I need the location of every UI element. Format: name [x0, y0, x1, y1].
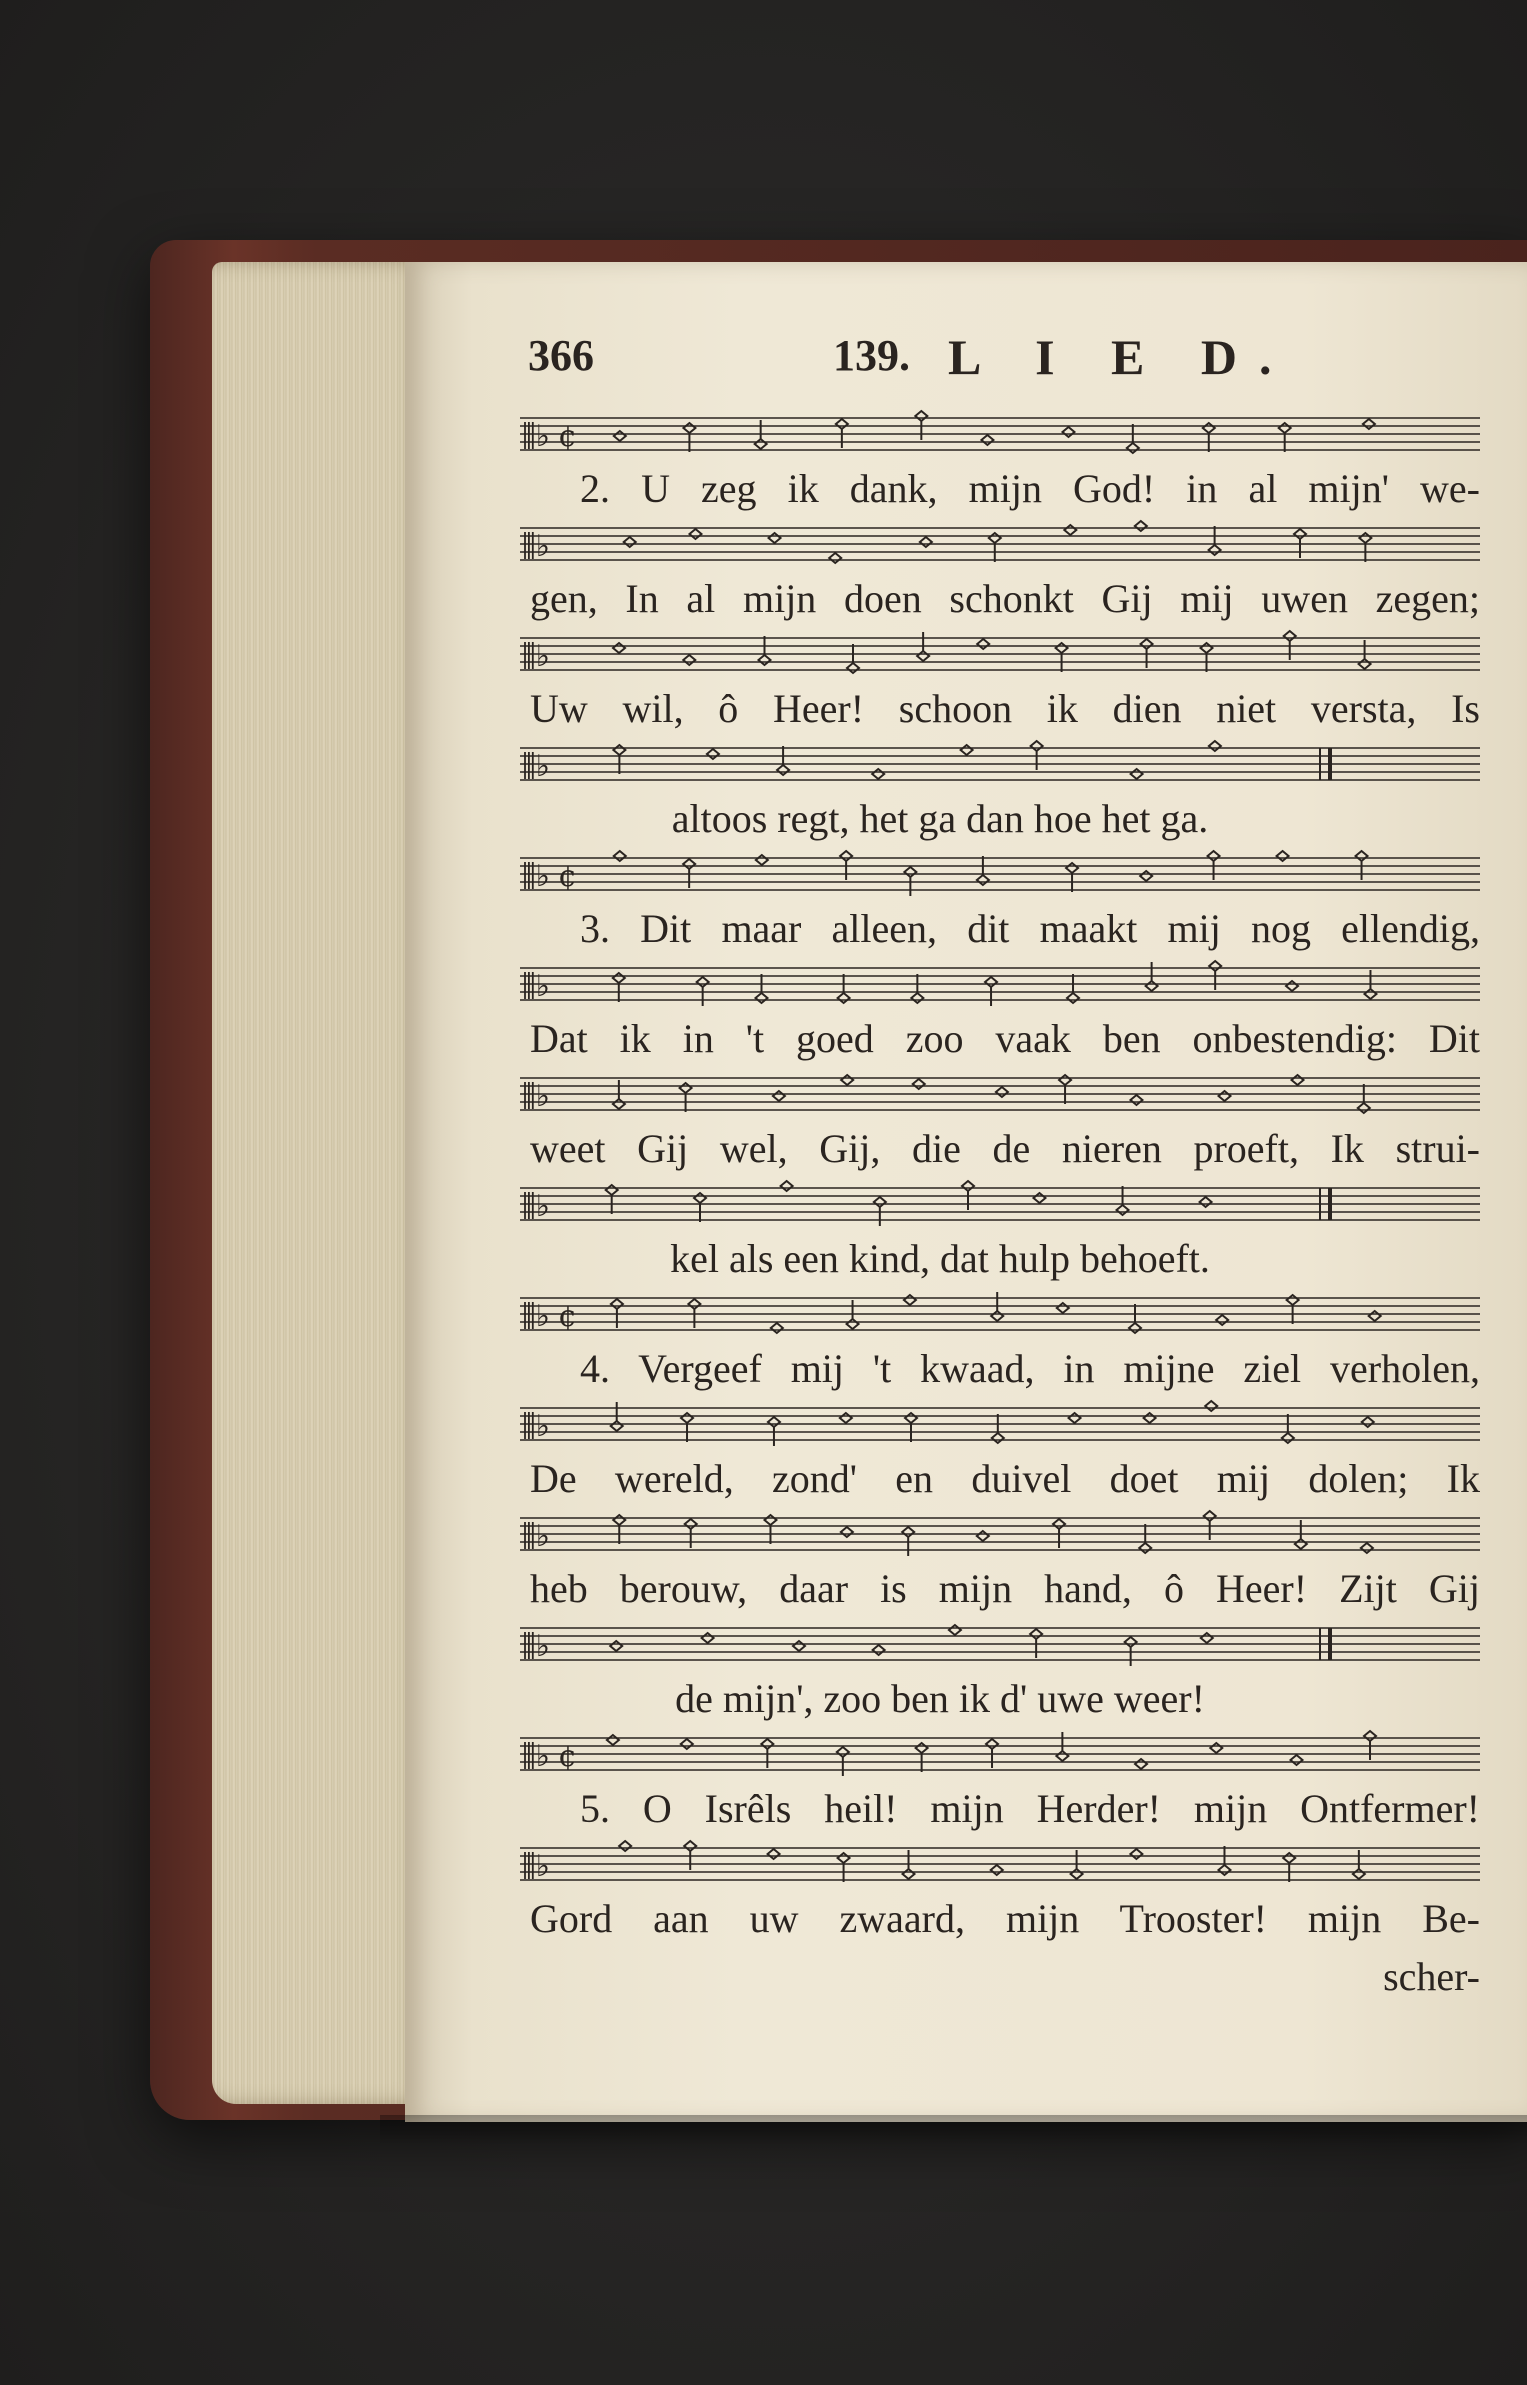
svg-text:¢: ¢	[558, 859, 578, 894]
svg-text:¢: ¢	[558, 1299, 578, 1334]
lyric-line: heb berouw, daar is mijn hand, ô Heer! Zijt Gij	[530, 1566, 1480, 1611]
music-staff	[520, 1618, 1480, 1670]
svg-text:¢: ¢	[558, 419, 578, 454]
lyric-line: kel als een kind, dat hulp behoeft.	[670, 1236, 1210, 1281]
music-staff	[520, 1068, 1480, 1120]
svg-text:¢: ¢	[558, 1739, 578, 1774]
lyric-line: 3. Dit maar alleen, dit maakt mij nog ellendig,	[580, 906, 1480, 951]
song-number: 139.	[833, 331, 910, 380]
svg-text:⫼♭: ⫼♭	[522, 969, 550, 1004]
music-text-body	[520, 408, 1480, 2006]
lyric-line: De wereld, zond' en duivel doet mij dolen; Ik	[530, 1456, 1480, 1501]
svg-text:⫼♭: ⫼♭	[522, 749, 550, 784]
svg-text:⫼♭: ⫼♭	[522, 1629, 550, 1664]
music-staff	[520, 628, 1480, 680]
music-staff	[520, 1838, 1480, 1890]
page-edges	[212, 262, 424, 2104]
lyric-line: scher-	[1383, 1954, 1480, 1999]
music-staff	[520, 408, 1480, 460]
lyric-line: 4. Vergeef mij 't kwaad, in mijne ziel verholen,	[580, 1346, 1480, 1391]
lyric-line: Dat ik in 't goed zoo vaak ben onbestendig: Dit	[530, 1016, 1480, 1061]
music-staff	[520, 1178, 1480, 1230]
music-staff	[520, 1288, 1480, 1340]
lyric-line: weet Gij wel, Gij, die de nieren proeft, Ik strui-	[530, 1126, 1480, 1171]
lyric-line: altoos regt, het ga dan hoe het ga.	[671, 796, 1209, 841]
music-staff	[520, 1398, 1480, 1450]
music-staff	[520, 1508, 1480, 1560]
svg-text:⫼♭: ⫼♭	[522, 1739, 550, 1774]
svg-text:⫼♭: ⫼♭	[522, 639, 550, 674]
lyric-line: Gord aan uw zwaard, mijn Trooster! mijn Be-	[530, 1896, 1480, 1941]
svg-text:⫼♭: ⫼♭	[522, 859, 550, 894]
song-title: L I E D.	[948, 329, 1294, 385]
svg-text:⫼♭: ⫼♭	[522, 1299, 550, 1334]
svg-text:⫼♭: ⫼♭	[522, 1519, 550, 1554]
music-staff	[520, 848, 1480, 900]
music-staff	[520, 518, 1480, 570]
svg-text:⫼♭: ⫼♭	[522, 1849, 550, 1884]
page-number: 366	[528, 331, 594, 380]
svg-text:⫼♭: ⫼♭	[522, 529, 550, 564]
page-header	[528, 330, 1488, 390]
svg-text:⫼♭: ⫼♭	[522, 419, 550, 454]
music-staff	[520, 1728, 1480, 1780]
svg-text:⫼♭: ⫼♭	[522, 1079, 550, 1114]
lyric-line: 5. O Isrêls heil! mijn Herder! mijn Ontfermer!	[580, 1786, 1480, 1831]
lyric-line: de mijn', zoo ben ik d' uwe weer!	[675, 1676, 1205, 1721]
svg-text:⫼♭: ⫼♭	[522, 1189, 550, 1224]
lyric-line: Uw wil, ô Heer! schoon ik dien niet versta, Is	[530, 686, 1480, 731]
music-staff	[520, 738, 1480, 790]
page-shadow	[380, 2115, 1527, 2145]
lyric-line: gen, In al mijn doen schonkt Gij mij uwen zegen;	[530, 576, 1480, 621]
svg-text:⫼♭: ⫼♭	[522, 1409, 550, 1444]
lyric-line: 2. U zeg ik dank, mijn God! in al mijn' we-	[580, 466, 1480, 511]
music-staff	[520, 958, 1480, 1010]
